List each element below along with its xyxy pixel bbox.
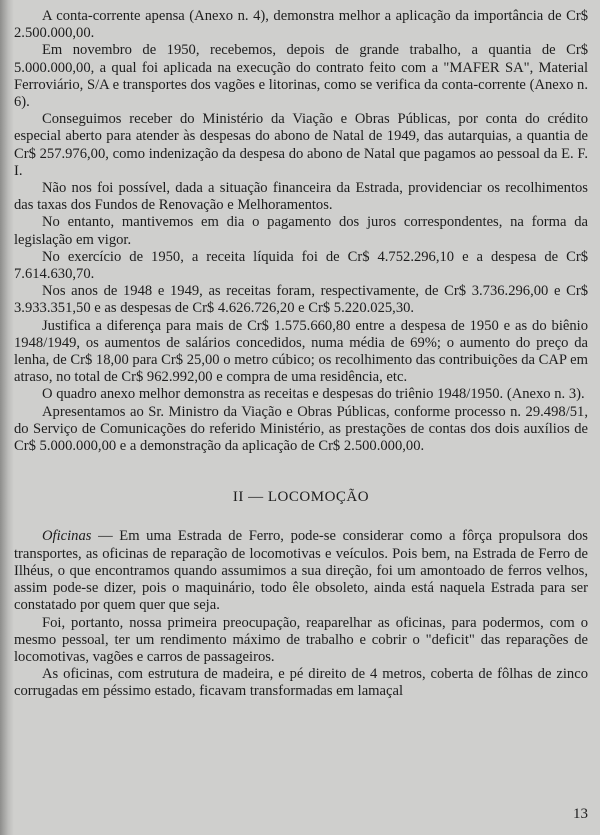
paragraph-reaparelhar: Foi, portanto, nossa primeira preocupação, reaparelhar as oficinas, para podermos, com o mesmo pessoal, ter um rendimento máximo de trabalho e cobrir o "deficit" das reparações de locomotivas, vagões e carros de passageiros. bbox=[14, 614, 588, 665]
page-gutter-shadow bbox=[0, 0, 14, 835]
page-number: 13 bbox=[573, 806, 588, 822]
paragraph-abono-natal: Conseguimos receber do Ministério da Viação e Obras Públicas, por conta do crédito especial aberto para atender às despesas do abono de Natal de 1949, das autarquias, a quantia de Cr$ 257.976,00, como indenização da despesa do abono de Natal que pagamos ao pessoal da E. F. I. bbox=[14, 111, 588, 179]
oficinas-lead: Oficinas bbox=[42, 528, 92, 545]
paragraph-justifica-diferenca: Justifica a diferença para mais de Cr$ 1.575.660,80 entre a despesa de 1950 e as do biênio 1948/1949, os aumentos de salários concedidos, numa média de 69%; o aumento do preço da lenha, de Cr$ 18,00 para Cr$ 25,00 o metro cúbico; os recolhimento das contribuições da CAP em atraso, no total de Cr$ 962.992,00 e compra de uma residência, etc. bbox=[14, 317, 588, 386]
paragraph-quadro-anexo: O quadro anexo melhor demonstra as receitas e despesas do triênio 1948/1950. (Anexo n. 3). bbox=[42, 386, 585, 403]
document-page bbox=[14, 8, 588, 701]
paragraph-receitas-1948-1949: Nos anos de 1948 e 1949, as receitas foram, respectivamente, de Cr$ 3.736.296,00 e Cr$ 3.933.351,50 e as despesas de Cr$ 4.626.726,20 e Cr$ 5.220.025,30. bbox=[14, 283, 588, 317]
paragraph-novembro-1950: Em novembro de 1950, recebemos, depois de grande trabalho, a quantia de Cr$ 5.000.000,00, a qual foi aplicada na execução do contrato feito com a "MAFER SA", Material Ferroviário, S/A e transportes dos vagões e litorinas, como se verifica da conta-corrente (Anexo n. 6). bbox=[14, 42, 588, 111]
paragraph-estrutura-madeira: As oficinas, com estrutura de madeira, e pé direito de 4 metros, coberta de fôlhas de zinco corrugadas em péssimo estado, ficavam transformadas em lamaçal bbox=[14, 666, 588, 700]
paragraph-prestacoes-contas: Apresentamos ao Sr. Ministro da Viação e Obras Públicas, conforme processo n. 29.498/51, do Serviço de Comunicações do referido Ministério, as prestações de contas dos dois auxílios de Cr$ 5.000.000,00 e a demonstração da aplicação de Cr$ 2.500.000,00. bbox=[14, 403, 588, 455]
paragraph-exercicio-1950: No exercício de 1950, a receita líquida foi de Cr$ 4.752.296,10 e a despesa de Cr$ 7.614.630,70. bbox=[14, 248, 588, 283]
oficinas-body: — Em uma Estrada de Ferro, pode-se considerar como a fôrça propulsora dos transportes, as oficinas de reparação de locomotivas e veículos. Pois bem, na Estrada de Ferro de Ilhéus, o que encontramos quando assumimos a sua direção, foi um amontoado de ferros velhos, assim pode-se dizer, pois o maquinário, todo êle obsoleto, ainda está naquela Estrada para ser constatado por quem quer que seja. bbox=[14, 528, 588, 614]
paragraph-juros: No entanto, mantivemos em dia o pagamento dos juros correspondentes, na forma da legislação em vigor. bbox=[14, 214, 588, 248]
section-heading: II — LOCOMOÇÃO bbox=[232, 489, 370, 506]
paragraph-anexo-4: A conta-corrente apensa (Anexo n. 4), demonstra melhor a aplicação da importância de Cr$ 2.500.000,00. bbox=[14, 8, 588, 42]
paragraph-oficinas bbox=[14, 528, 588, 614]
paragraph-recolhimentos: Não nos foi possível, dada a situação financeira da Estrada, providenciar os recolhimentos das taxas dos Fundos de Renovação e Melhoramentos. bbox=[14, 180, 588, 214]
